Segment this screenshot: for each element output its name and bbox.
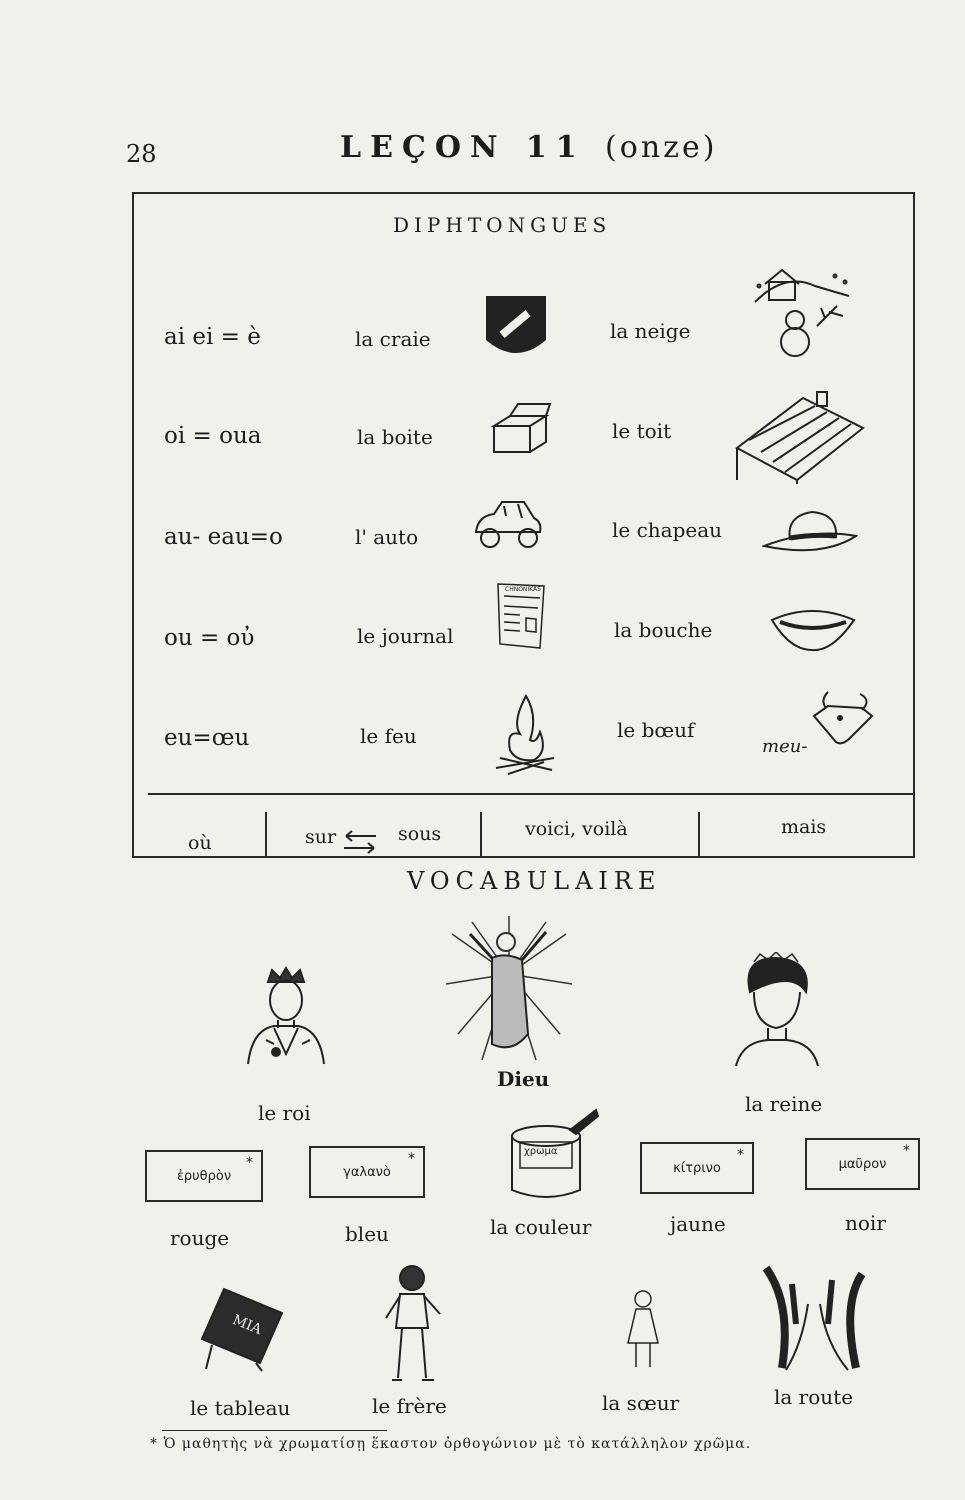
hat-illustration (762, 508, 858, 558)
blackboard-text: MIA (230, 1311, 264, 1339)
can-label: χρωμα (524, 1146, 558, 1157)
color-box-noir[interactable] (805, 1138, 920, 1190)
snowman-illustration (745, 262, 853, 358)
footnote-mark: * (246, 1155, 253, 1171)
word-journal: le journal (357, 624, 454, 648)
word-voici-voila: voici, voilà (525, 818, 628, 840)
color-box-rouge[interactable] (145, 1150, 263, 1202)
word-auto: l' auto (355, 525, 419, 549)
blackboard-illustration (196, 1283, 286, 1373)
paint-can-illustration (506, 1106, 600, 1200)
sound-row-3: au- eau=o (164, 524, 283, 550)
ox-sound-label: meu- (762, 736, 808, 757)
diphthongs-title: DIPHTONGUES (393, 213, 612, 237)
word-boeuf: le bœuf (617, 718, 695, 742)
color-box-jaune[interactable] (640, 1142, 754, 1194)
word-ou-accent: où (188, 832, 212, 854)
strip-divider (698, 812, 700, 858)
label-la-reine: la reine (745, 1092, 823, 1116)
label-le-roi: le roi (258, 1101, 311, 1125)
greek-rouge: ἐρυθρὸν (176, 1168, 232, 1184)
queen-illustration (728, 952, 822, 1068)
label-la-soeur: la sœur (602, 1391, 680, 1415)
word-feu: le feu (360, 724, 417, 748)
car-illustration (472, 494, 544, 556)
label-le-frere: le frère (372, 1394, 447, 1418)
sound-row-5: eu=œu (164, 725, 250, 751)
label-bleu: bleu (345, 1222, 389, 1246)
fire-illustration (494, 692, 558, 776)
strip-divider (265, 812, 267, 858)
word-mais: mais (781, 816, 827, 838)
footnote-mark: * (408, 1151, 415, 1167)
word-neige: la neige (610, 319, 691, 343)
brother-illustration (380, 1262, 444, 1386)
word-sur: sur (305, 826, 337, 848)
newspaper-illustration (496, 582, 546, 650)
box-illustration (490, 402, 552, 456)
sound-row-4: ou = οὐ (164, 625, 255, 651)
label-le-tableau: le tableau (190, 1396, 291, 1420)
roof-illustration (733, 390, 866, 484)
footnote-mark: * (737, 1147, 744, 1163)
label-noir: noir (845, 1211, 886, 1235)
sound-row-2: oi = oua (164, 423, 262, 449)
word-craie: la craie (355, 327, 431, 351)
footnote-mark: * (903, 1143, 910, 1159)
greek-bleu: γαλανὸ (343, 1164, 391, 1180)
strip-divider (480, 812, 482, 858)
sister-illustration (624, 1287, 662, 1371)
word-sous: sous (398, 823, 442, 845)
vocabulary-title: VOCABULAIRE (407, 867, 662, 895)
lesson-suffix: (onze) (605, 130, 718, 165)
label-jaune: jaune (670, 1212, 726, 1236)
label-la-couleur: la couleur (490, 1215, 592, 1239)
king-illustration (244, 966, 328, 1066)
word-boite: la boite (357, 425, 433, 449)
lesson-title (340, 130, 717, 165)
swap-arrows-icon (340, 829, 380, 855)
god-illustration (442, 914, 576, 1064)
footnote-rule (162, 1430, 387, 1431)
footnote: * Ὁ μαθητὴς νὰ χρωματίσῃ ἕκαστον ὀρθογώνιον μὲ τὸ κατάλληλον χρῶμα. (150, 1436, 752, 1452)
road-illustration (762, 1264, 866, 1372)
ox-illustration (758, 686, 878, 762)
newspaper-caption: CHNONIKAS (505, 586, 541, 593)
color-box-bleu[interactable] (309, 1146, 425, 1198)
mouth-illustration (770, 604, 856, 654)
word-chapeau: le chapeau (612, 518, 723, 542)
label-rouge: rouge (170, 1226, 230, 1250)
lesson-name: LEÇON 11 (340, 130, 586, 165)
greek-noir: μαῦρον (838, 1156, 887, 1172)
word-bouche: la bouche (614, 618, 713, 642)
sound-row-1: ai ei = è (164, 324, 261, 350)
label-dieu: Dieu (497, 1067, 550, 1091)
page-number: 28 (126, 140, 157, 168)
greek-jaune: κίτρινο (673, 1160, 721, 1176)
chalk-illustration (484, 294, 548, 362)
word-toit: le toit (612, 419, 672, 443)
label-la-route: la route (774, 1385, 854, 1409)
